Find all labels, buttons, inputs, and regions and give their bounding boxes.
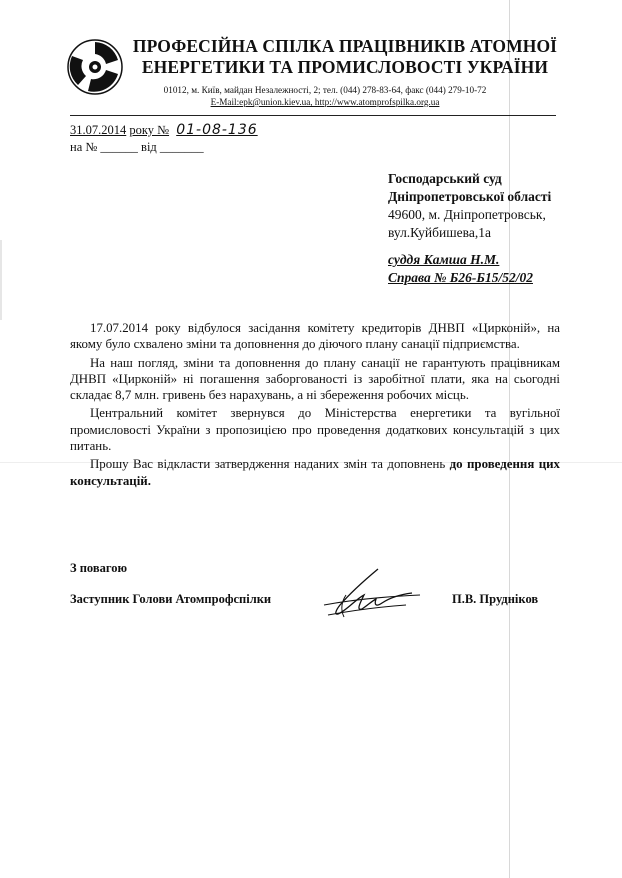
addressee-street: вул.Куйбишева,1а [388,225,491,240]
reference-blank: ______ [100,140,138,154]
body-paragraph-4 [70,456,560,489]
reference-from-blank: _______ [159,140,204,154]
reference-line [70,140,204,155]
postal-address: 01012, м. Київ, майдан Незалежності, 2; тел. (044) 278-83-64, факс (044) 279-10-72 [163,85,487,95]
organization-name-line2: ЕНЕРГЕТИКИ ТА ПРОМИСЛОВОСТІ УКРАЇНИ [141,57,549,77]
letter-body [70,320,560,491]
addressee-block [388,170,551,242]
organization-name [130,36,560,78]
case-reference [388,251,533,287]
registration-date: 31.07.2014 [70,123,127,137]
signer-position: Заступник Голови Атомпрофспілки [70,592,272,606]
reference-from: від [141,140,157,154]
body-paragraph-4-text: Прошу Вас відкласти затвердження наданих змін та доповнень [90,457,450,472]
union-logo-icon [66,38,124,96]
organization-name-line1: ПРОФЕСІЙНА СПІЛКА ПРАЦІВНИКІВ АТОМНОЇ [132,36,558,56]
body-paragraph-1: 17.07.2014 року відбулося засідання комітету кредиторів ДНВП «Цирконій», на якому було схвалено зміни та доповнення до діючого плану санації підприємства. [70,321,560,352]
scan-edge-mark [0,240,2,320]
addressee-region: Дніпропетровської області [388,189,552,204]
body-paragraph-3: Центральний комітет звернувся до Міністерства енергетики та вугільної промисловості України з пропозицією про проведення додаткових консультацій з цих питань. [70,406,560,454]
addressee-city: 49600, м. Дніпропетровськ, [388,207,546,222]
registration-number: 01-08-136 [176,122,258,138]
registration-year-word: року № [129,123,170,137]
registration-line [70,122,258,138]
case-number: Справа № Б26-Б15/52/02 [388,270,533,285]
letterhead-divider [70,115,556,116]
email-website[interactable]: E-Mail:epk@union.kiev.ua, http://www.atomprofspilka.org.ua [210,97,440,107]
contacts-block [120,84,530,108]
handwritten-signature-icon [316,565,426,623]
reference-prefix: на № [70,140,98,154]
addressee-court: Господарський суд [388,171,502,186]
closing-salutation: З повагою [70,561,128,575]
body-paragraph-4-bold: до проведення цих консультацій. [70,457,560,488]
judge-name: суддя Камша Н.М. [388,252,500,267]
body-paragraph-2: На наш погляд, зміни та доповнення до плану санації не гарантують працівникам ДНВП «Цирконій» ні погашення заборгованості із заробітної плати, яка на сьогодні складає 8,7 млн. гривень без нарахувань, а ні збереження робочих місць. [70,355,560,403]
signer-name: П.В. Пруднiков [452,592,539,606]
